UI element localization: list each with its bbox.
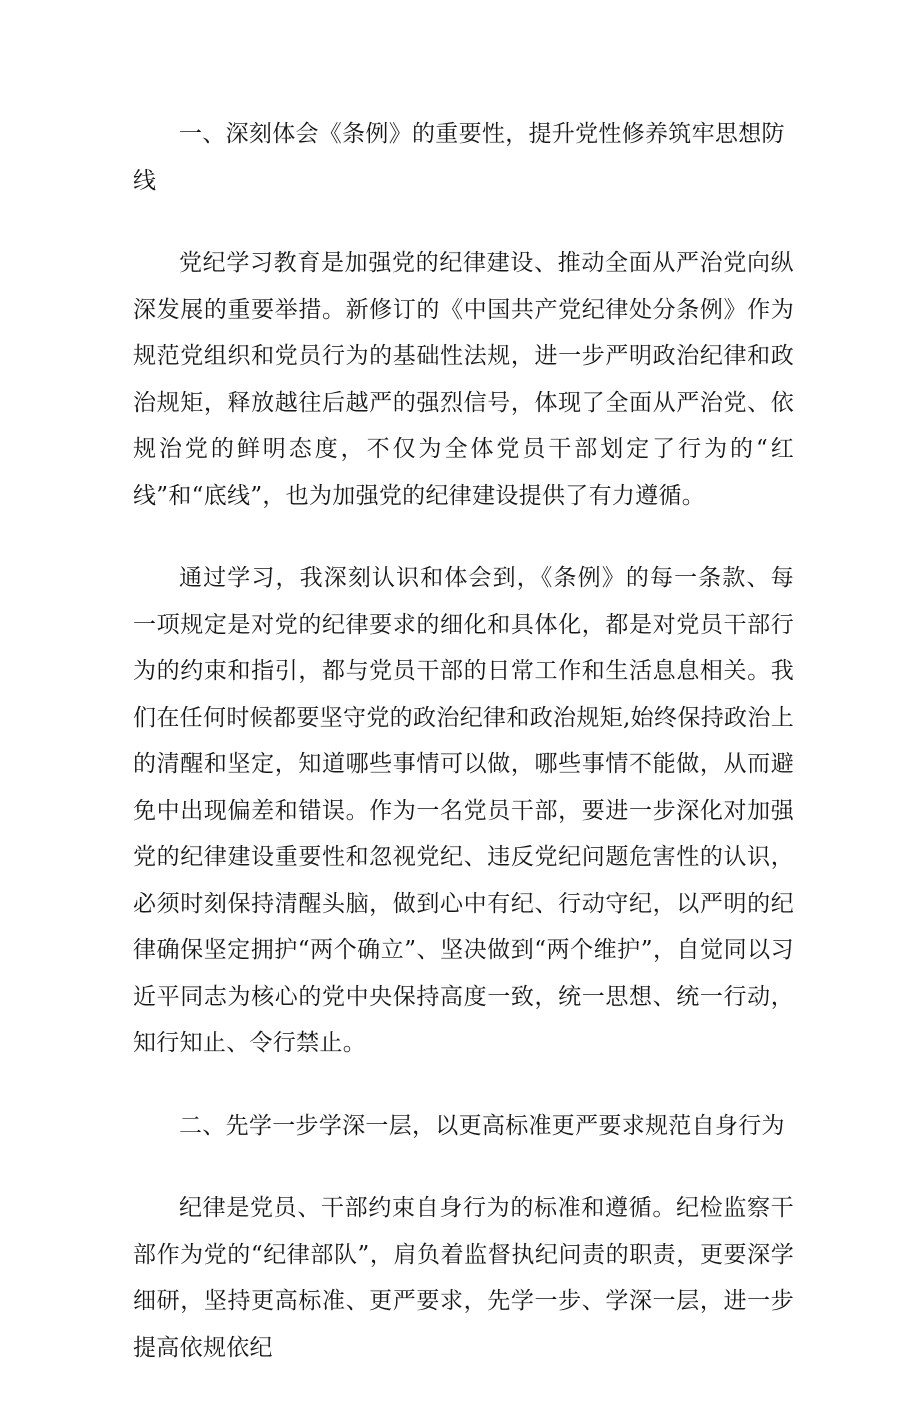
section-heading-1: 一、深刻体会《条例》的重要性，提升党性修养筑牢思想防线	[133, 121, 785, 194]
paragraph-2: 通过学习，我深刻认识和体会到，《条例》的每一条款、每一项规定是对党的纪律要求的细化和具体化，都是对党员干部行为的约束和指引，都与党员干部的日常工作和生活息息相关。我们在任何时候都要坚守党的政治纪律和政治规矩,始终保持政治上的清醒和坚定，知道哪些事情可以做，哪些事情不能做，从而避免中出现偏差和错误。作为一名党员干部，要进一步深化对加强党的纪律建设重要性和忽视党纪、违反党纪问题危害性的认识，必须时刻保持清醒头脑，做到心中有纪、行动守纪，以严明的纪律确保坚定拥护“两个确立”、坚决做到“两个维护”，自觉同以习近平同志为核心的党中央保持高度一致，统一思想、统一行动，知行知止、令行禁止。	[133, 565, 794, 1056]
section-heading-2: 二、先学一步学深一层，以更高标准更严要求规范自身行为	[179, 1112, 785, 1139]
paragraph-1: 党纪学习教育是加强党的纪律建设、推动全面从严治党向纵深发展的重要举措。新修订的《中国共产党纪律处分条例》作为规范党组织和党员行为的基础性法规，进一步严明政治纪律和政治规矩，释放越往后越严的强烈信号，体现了全面从严治党、依规治党的鲜明态度，不仅为全体党员干部划定了行为的“红线”和“底线”，也为加强党的纪律建设提供了有力遵循。	[133, 250, 794, 509]
document-body	[133, 111, 794, 1407]
paragraph-3: 纪律是党员、干部约束自身行为的标准和遵循。纪检监察干部作为党的“纪律部队”，肩负着监督执纪问责的职责，更要深学细研，坚持更高标准、更严要求，先学一步、学深一层，进一步提高依规依纪	[133, 1195, 794, 1361]
